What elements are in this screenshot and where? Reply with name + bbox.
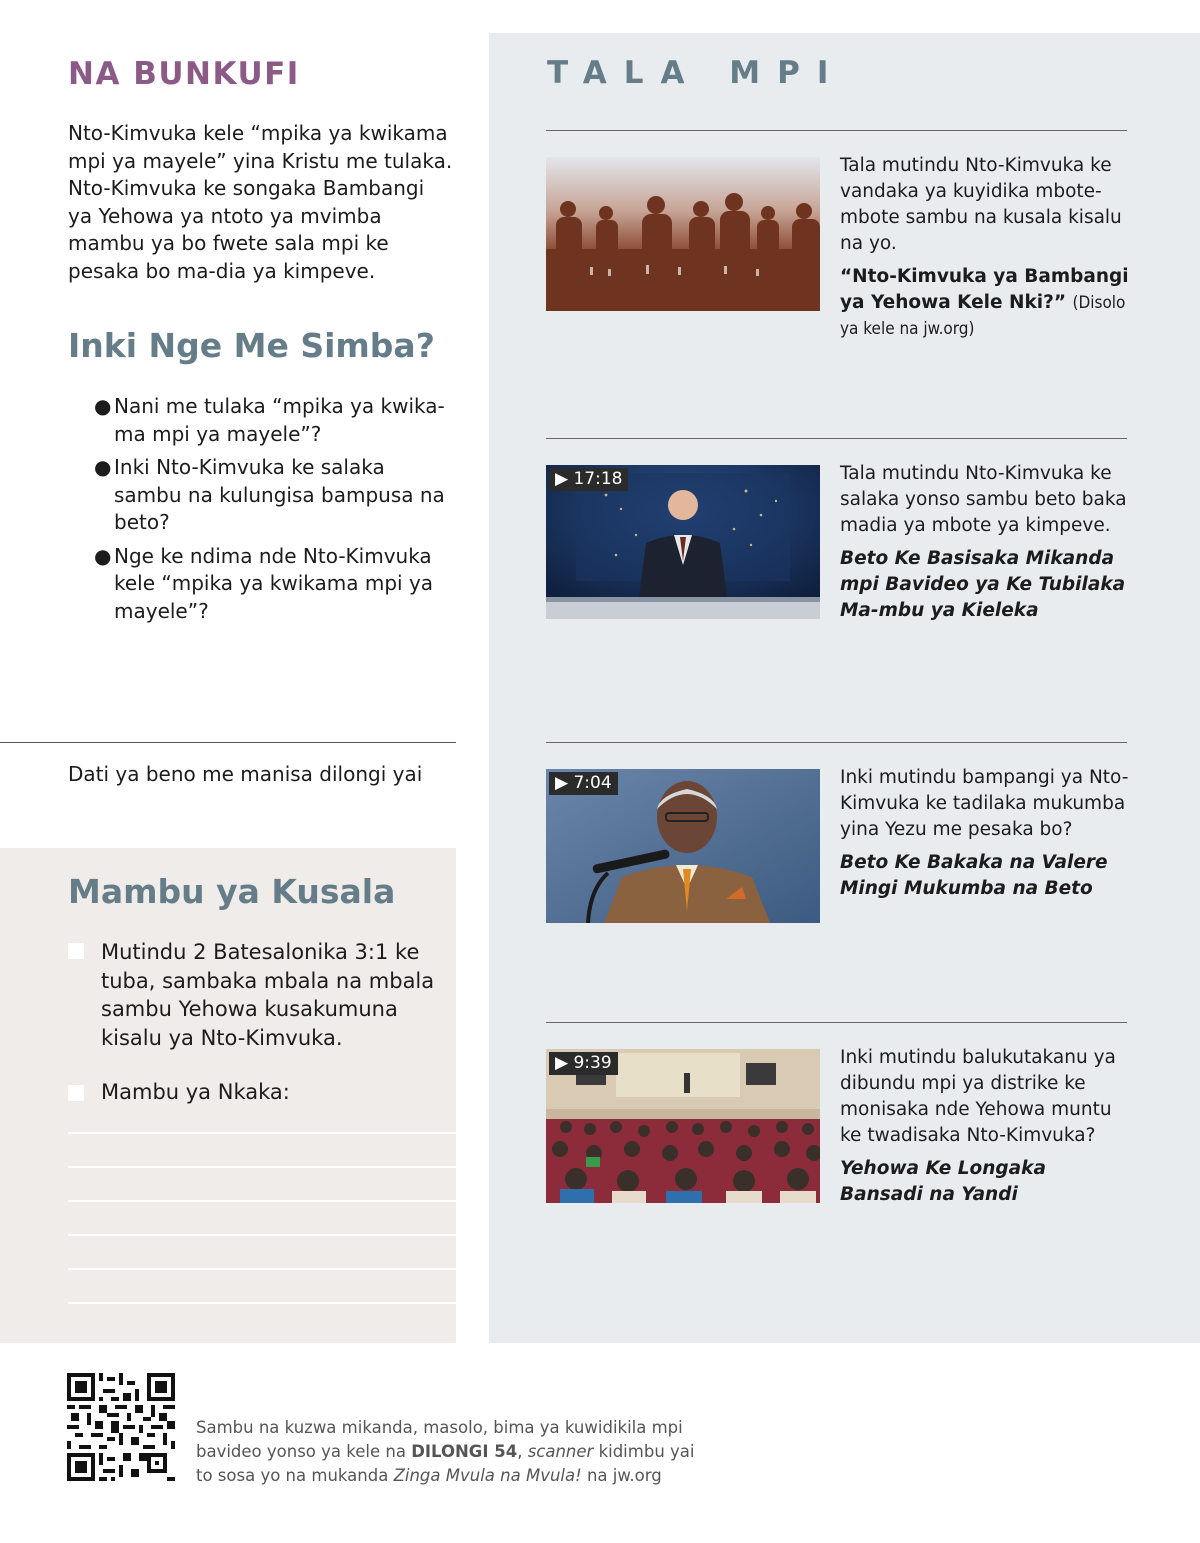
review-question: ● Nani me tulaka “mpika ya kwika-ma mpi ya mayele”? <box>94 394 445 446</box>
review-heading: Inki Nge Me Simba? <box>68 326 435 365</box>
writing-line[interactable] <box>68 1200 456 1202</box>
practice-heading: Mambu ya Kusala <box>68 872 396 911</box>
video-thumbnail[interactable] <box>546 1049 820 1203</box>
bullet-icon: ● <box>94 455 112 479</box>
bullet-icon: ● <box>94 394 112 418</box>
divider <box>546 742 1127 743</box>
explore-heading: TALA MPI <box>547 55 846 91</box>
divider <box>546 438 1127 439</box>
review-questions <box>94 393 456 631</box>
item-description: Tala mutindu Nto-Kimvuka ke salaka yonso sambu beto baka madia ya mbote ya kimpeve. Beto Ke Basisaka Mikanda mpi Bavideo ya Ke Tubilaka Ma-mbu ya Kieleka <box>840 461 1130 624</box>
writing-line[interactable] <box>68 1166 456 1168</box>
video-link[interactable]: Beto Ke Bakaka na Valere Mingi Mukumba na Beto <box>840 852 1108 899</box>
task-text: Mambu ya Nkaka: <box>101 1080 290 1104</box>
lesson-number: DILONGI 54 <box>411 1442 518 1461</box>
article-link[interactable]: “Nto-Kimvuka ya Bambangi ya Yehowa Kele Nki?” (Disolo ya kele na jw.org) <box>840 266 1129 339</box>
writing-line[interactable] <box>68 1268 456 1270</box>
divider <box>546 130 1127 131</box>
book-title: Zinga Mvula na Mvula! <box>393 1466 582 1485</box>
item-description: Inki mutindu bampangi ya Nto-Kimvuka ke tadilaka mukumba yina Yezu me pesaka bo? Beto Ke Bakaka na Valere Mingi Mukumba na Beto <box>840 765 1130 902</box>
video-link[interactable]: Yehowa Ke Longaka Bansadi na Yandi <box>840 1158 1046 1205</box>
video-duration-badge: ▶ 7:04 <box>549 772 618 795</box>
bullet-icon: ● <box>94 543 112 568</box>
article-thumbnail[interactable] <box>546 157 820 311</box>
video-duration-badge: ▶ 9:39 <box>549 1052 618 1075</box>
writing-line[interactable] <box>68 1234 456 1236</box>
video-link[interactable]: Beto Ke Basisaka Mikanda mpi Bavideo ya Ke Tubilaka Ma-mbu ya Kieleka <box>840 548 1126 621</box>
task-checkbox[interactable] <box>68 1085 84 1101</box>
divider <box>546 1022 1127 1023</box>
review-question: ● Inki Nto-Kimvuka ke salaka sambu na kulungisa bampusa na beto? <box>94 455 445 534</box>
item-description: Inki mutindu balukutakanu ya dibundu mpi ya distrike ke monisaka nde Yehowa muntu ke twadisaka Nto-Kimvuka? Yehowa Ke Longaka Bansadi na Yandi <box>840 1045 1130 1208</box>
writing-line[interactable] <box>68 1302 456 1304</box>
item-description: Tala mutindu Nto-Kimvuka ke vandaka ya kuyidika mbote-mbote sambu na kusala kisalu na yo. “Nto-Kimvuka ya Bambangi ya Yehowa Kele Nki?” (Disolo ya kele na jw.org) <box>840 153 1130 342</box>
writing-line[interactable] <box>68 1132 456 1134</box>
explore-panel <box>489 33 1200 1343</box>
summary-heading: NA BUNKUFI <box>68 56 300 92</box>
footer-note: Sambu na kuzwa mikanda, masolo, bima ya kuwidikila mpi bavideo yonso ya kele na DILONGI 54, scanner kidimbu yai to sosa yo na mukanda Zinga Mvula na Mvula! na jw.org <box>196 1418 695 1485</box>
summary-text: Nto-Kimvuka kele “mpika ya kwikama mpi ya mayele” yina Kristu me tulaka. Nto-Kimvuka ke songaka Bambangi ya Yehowa ya ntoto ya mvimba mambu ya bo fwete sala mpi ke pesaka bo ma-dia ya kimpeve. <box>68 121 453 283</box>
video-thumbnail[interactable] <box>546 465 820 619</box>
left-column <box>0 0 456 1343</box>
qr-code-icon[interactable] <box>67 1373 175 1481</box>
task-text: Mutindu 2 Batesalonika 3:1 ke tuba, sambaka mbala na mbala sambu Yehowa kusakumuna kisalu ya Nto-Kimvuka. <box>101 940 435 1050</box>
practice-box <box>0 848 456 1343</box>
video-thumbnail[interactable] <box>546 769 820 923</box>
review-question: ● Nge ke ndima nde Nto-Kimvuka kele “mpika ya kwikama mpi ya mayele”? <box>94 543 434 623</box>
task-checkbox[interactable] <box>68 943 84 959</box>
completion-date-label: Dati ya beno me manisa dilongi yai <box>68 762 423 786</box>
video-duration-badge: ▶ 17:18 <box>549 468 628 491</box>
divider <box>0 742 456 743</box>
